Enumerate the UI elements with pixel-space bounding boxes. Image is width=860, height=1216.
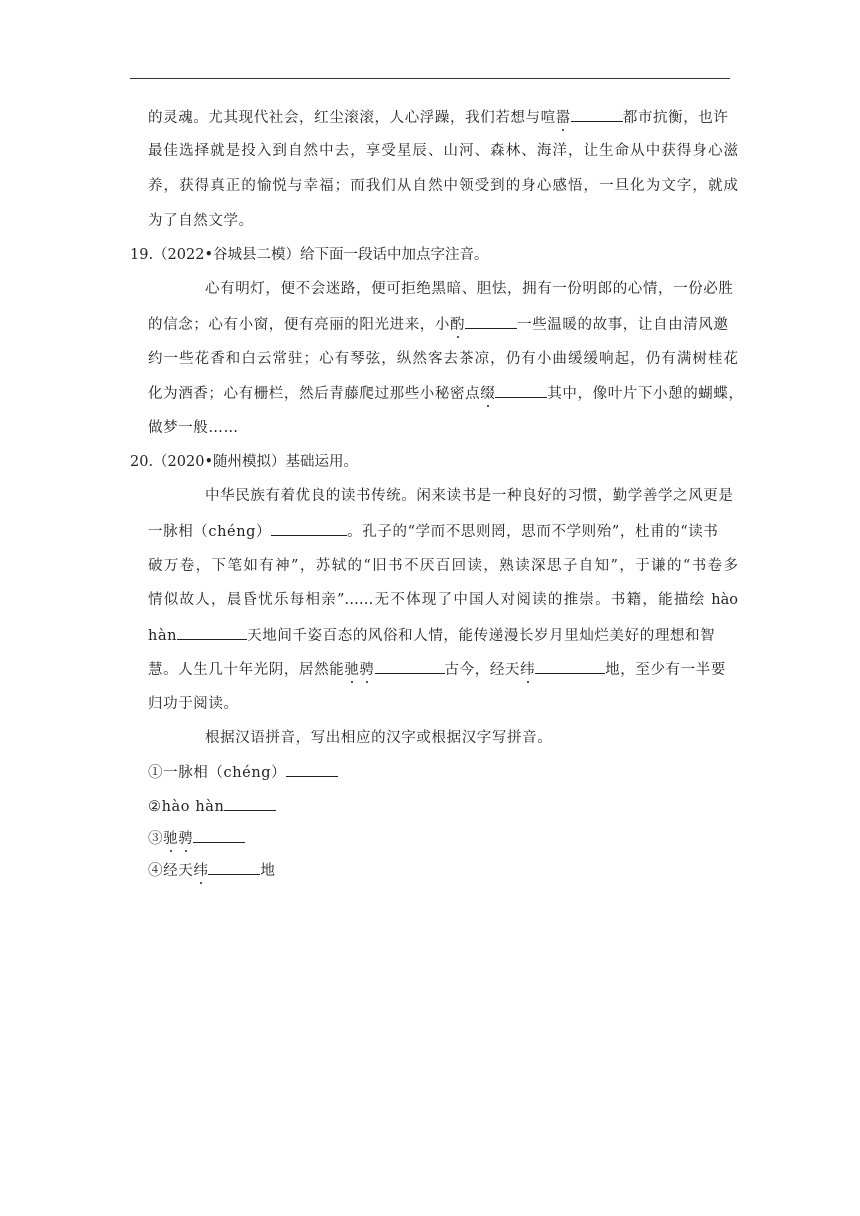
sub-item-2	[148, 796, 276, 817]
q20-text: 归功于阅读。	[148, 696, 239, 712]
answer-blank[interactable]	[224, 796, 276, 811]
q19-text: 约一些花香和白云常驻；心有琴弦，纵然客去茶凉，仍有小曲缓缓响起，仍有满树桂花	[148, 351, 738, 367]
dotted-char: 酌	[450, 317, 466, 333]
q20-instruction: 根据汉语拼音，写出相应的汉字或根据汉字写拼音。	[205, 730, 553, 746]
q19-text: 心有明灯，便不会迷路，便可拒绝黑暗、胆怯，拥有一份明郎的心情，一份必胜	[205, 281, 734, 297]
question-19-header: 19.（2022•谷城县二模）给下面一段话中加点字注音。	[130, 247, 489, 263]
intro-text: 养，获得真正的愉悦与幸福；而我们从自然中领受到的身心感悟，一旦化为文字，就成	[148, 178, 738, 194]
answer-blank[interactable]	[375, 659, 445, 674]
intro-line-4	[148, 211, 254, 231]
answer-blank[interactable]	[535, 659, 605, 674]
intro-text: 都市抗衡，也许	[622, 110, 729, 126]
answer-blank[interactable]	[286, 762, 338, 777]
q19-line-2	[148, 314, 729, 335]
q19-text: 化为酒香；心有栅栏，然后青藤爬过那些小秘密点	[148, 386, 481, 402]
q20-line-1	[205, 486, 734, 506]
q20-line-3	[148, 556, 738, 576]
item-text: 经天	[163, 863, 194, 879]
dotted-char: 纬	[193, 863, 209, 879]
q19-line-4	[148, 383, 744, 404]
dotted-char: 骋	[178, 831, 194, 847]
intro-text: 的灵魂。尤其现代社会，红尘滚滚，人心浮躁，我们若想与喧	[148, 110, 556, 126]
q20-text: 慧。人生几十年光阴，居然能	[148, 662, 345, 678]
q20-text: 中华民族有着优良的读书传统。闲来读书是一种良好的习惯，勤学善学之风更是	[205, 488, 734, 504]
q20-text: 。孔子的“学而不思则罔，思而不学则殆”，杜甫的“读书	[347, 524, 719, 540]
intro-line-2	[148, 141, 738, 161]
q20-text: hàn	[148, 628, 178, 644]
q20-text: 古今，经天	[444, 662, 521, 678]
q20-line-5	[148, 625, 715, 646]
intro-line-1	[148, 107, 729, 128]
q20-text: 情似故人，晨昏忧乐每相亲”……无不体现了中国人对阅读的推崇。书籍，能描绘 hào	[148, 592, 738, 608]
item-text: hào hàn	[161, 799, 225, 815]
dotted-char: 纬	[520, 662, 536, 678]
item-text: 地	[260, 863, 276, 879]
answer-blank[interactable]	[271, 521, 347, 536]
sub-item-3	[148, 828, 245, 849]
sub-item-4	[148, 860, 276, 881]
q19-text: 其中，像叶片下小憩的蝴蝶，	[547, 386, 744, 402]
q19-line-5	[148, 418, 239, 438]
q20-text: 地，至少有一半要	[605, 662, 726, 678]
answer-blank[interactable]	[208, 860, 260, 875]
q19-text: 一些温暖的故事，让自由清风邀	[517, 317, 729, 333]
q19-text: 做梦一般……	[148, 420, 239, 436]
q20-line-6	[148, 659, 726, 680]
q20-line-2	[148, 521, 719, 542]
q20-text: 一脉相（chéng）	[148, 524, 272, 540]
item-marker: ④	[148, 863, 164, 879]
dotted-char: 驰	[344, 662, 360, 678]
q20-line-7	[148, 694, 239, 714]
item-marker: ②	[148, 799, 162, 815]
dotted-char: 骋	[359, 662, 375, 678]
q20-line-4	[148, 590, 738, 610]
q20-text: 破万卷，下笔如有神”，苏轼的“旧书不厌百回读，熟读深思子自知”，于谦的“书卷多	[148, 558, 738, 574]
item-marker: ①	[148, 765, 164, 781]
intro-text: 最佳选择就是投入到自然中去，享受星辰、山河、森林、海洋，让生命从中获得身心滋	[148, 143, 738, 159]
q20-text: 天地间千姿百态的风俗和人情，能传递漫长岁月里灿烂美好的理想和智	[247, 628, 716, 644]
header-rule	[130, 78, 730, 79]
intro-line-3	[148, 176, 738, 196]
intro-text: 为了自然文学。	[148, 213, 254, 229]
dotted-char: 缀	[480, 386, 496, 402]
item-marker: ③	[148, 831, 164, 847]
answer-blank[interactable]	[571, 107, 623, 122]
question-20-header: 20.（2020•随州模拟）基础运用。	[130, 454, 359, 470]
sub-item-1	[148, 762, 338, 783]
answer-blank[interactable]	[193, 828, 245, 843]
answer-blank[interactable]	[465, 314, 517, 329]
q19-line-3	[148, 349, 738, 369]
dotted-char: 驰	[163, 831, 179, 847]
answer-blank[interactable]	[177, 625, 247, 640]
dotted-char: 嚣	[555, 110, 571, 126]
item-text: 一脉相（chéng）	[163, 765, 287, 781]
q19-line-1	[205, 279, 734, 299]
answer-blank[interactable]	[495, 383, 547, 398]
q19-text: 的信念；心有小窗，便有亮丽的阳光进来，小	[148, 317, 450, 333]
